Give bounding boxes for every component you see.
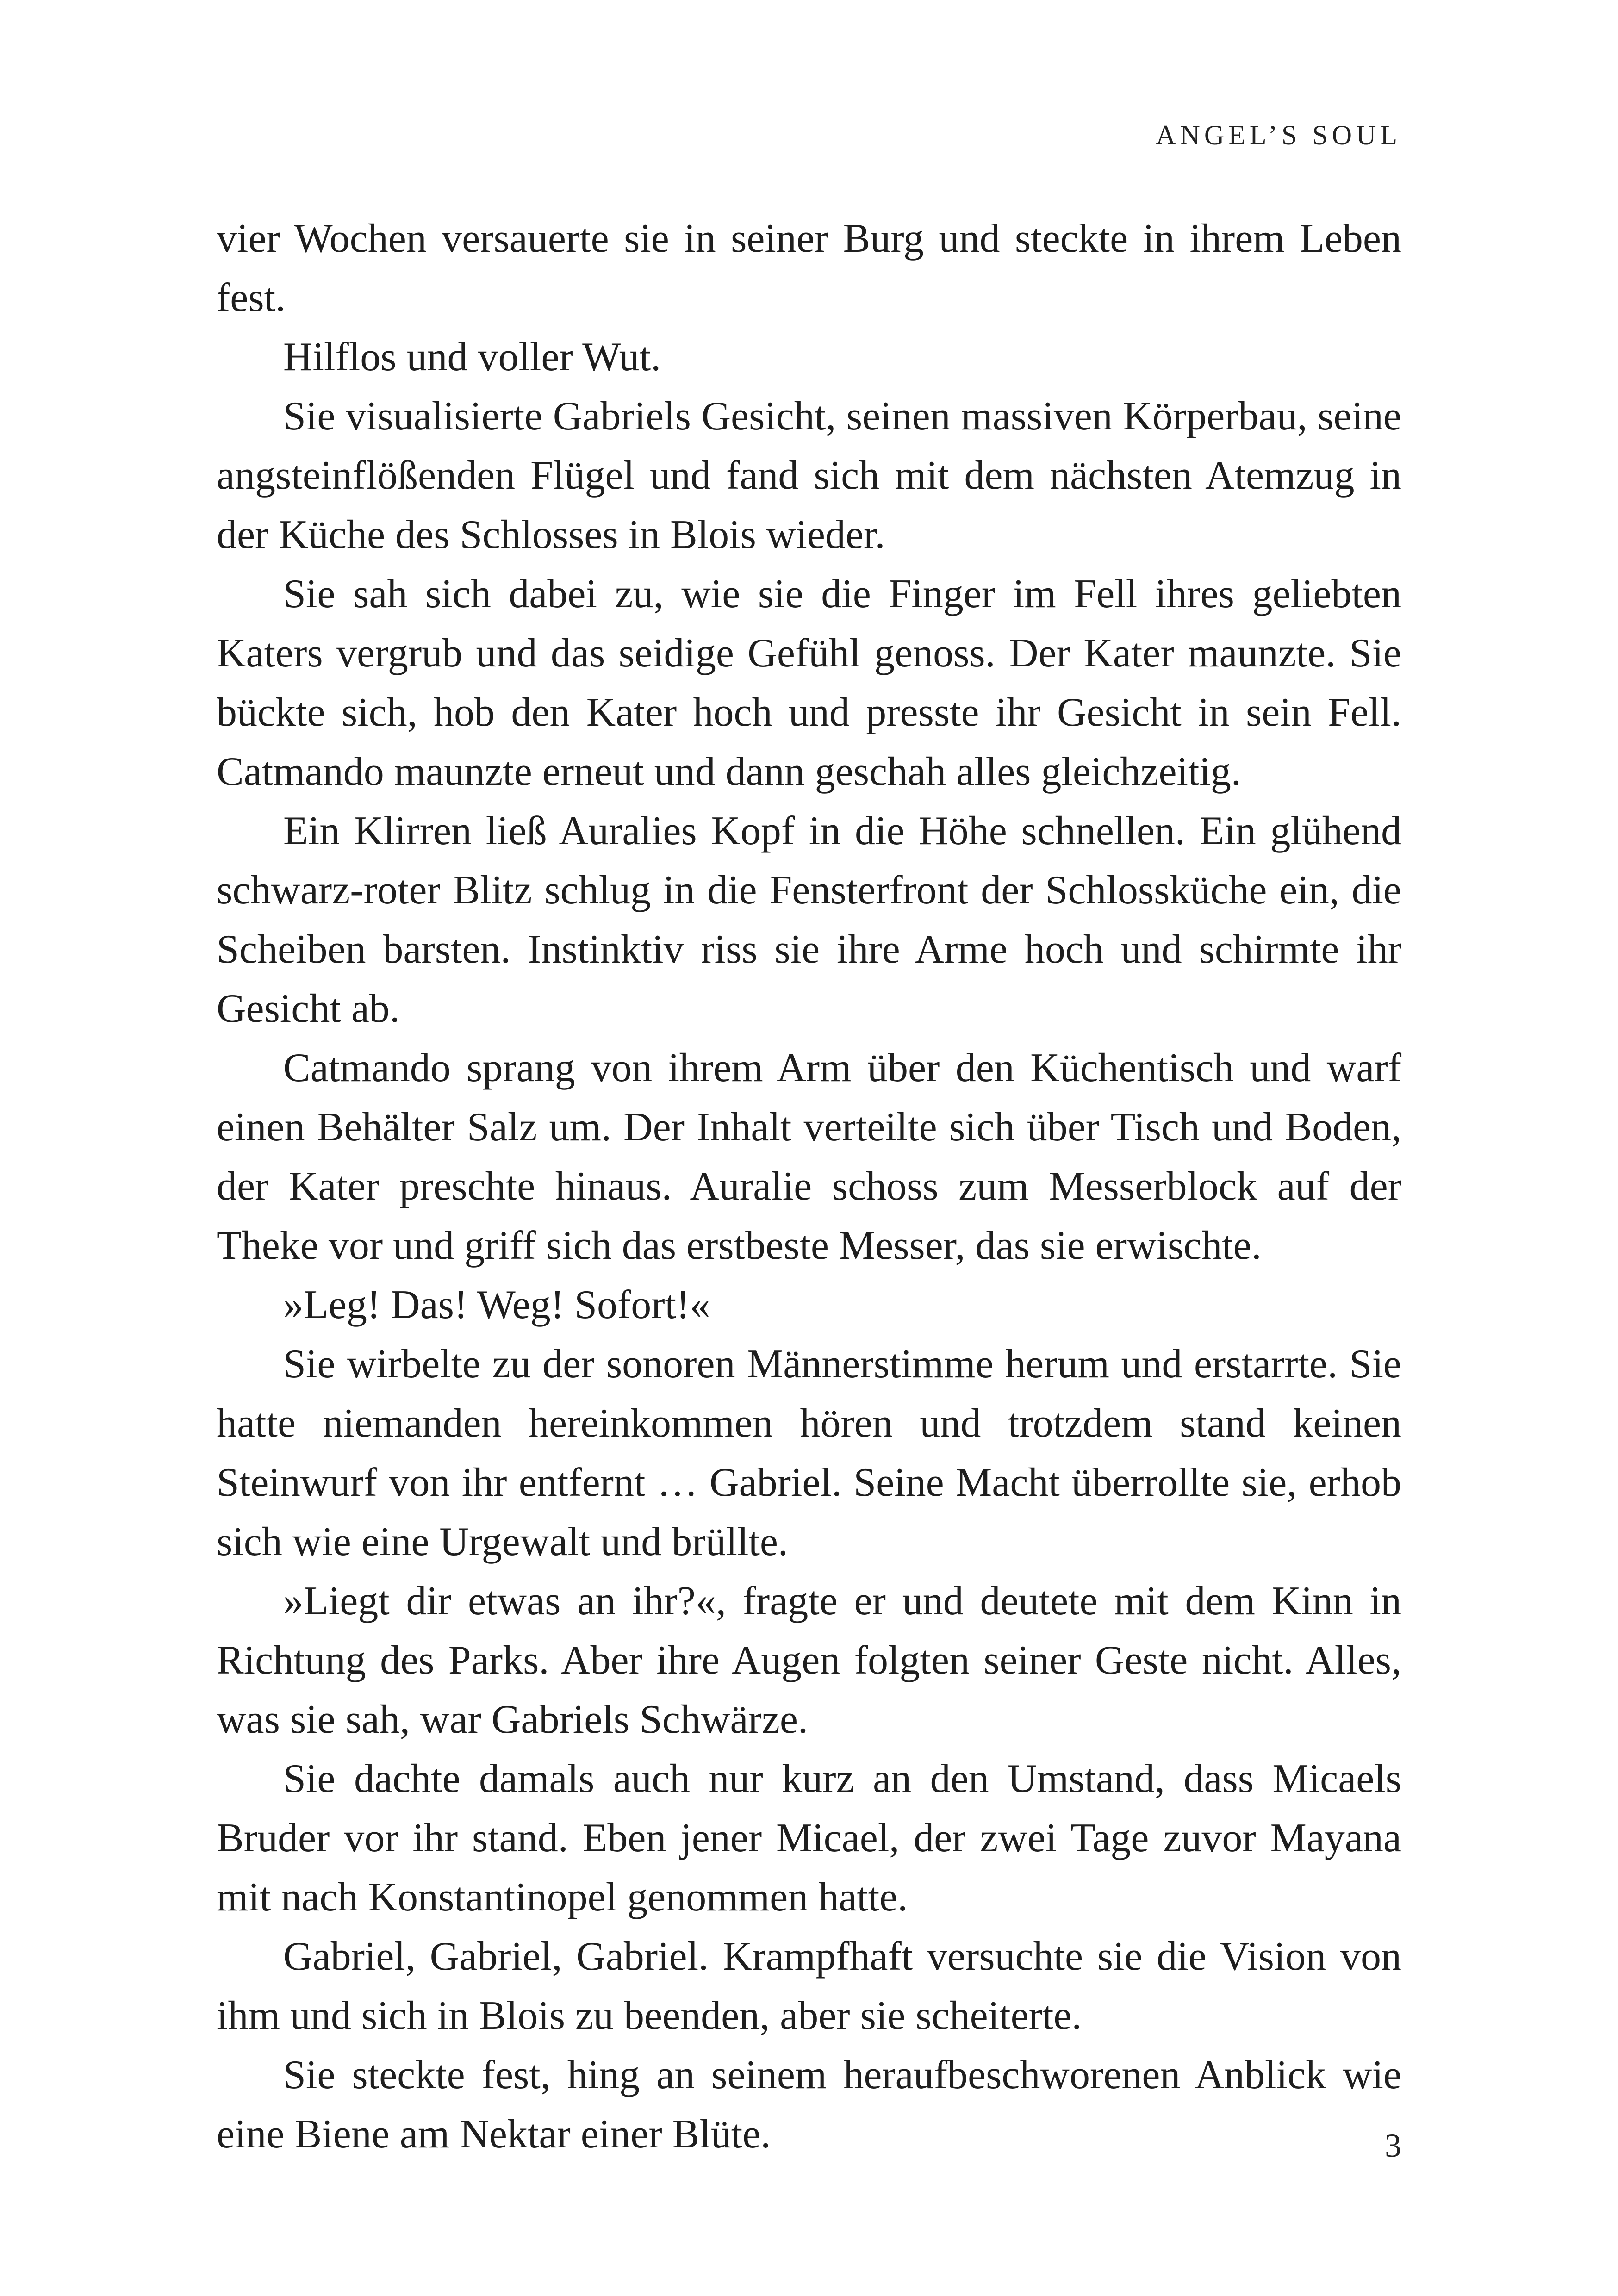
paragraph-7: »Leg! Das! Weg! Sofort!«: [283, 1282, 710, 1327]
paragraph-2: Hilflos und voller Wut.: [283, 335, 661, 380]
paragraph-6: Catmando sprang von ihrem Arm über den Küchentisch und warf einen Behälter Salz um. Der Inhalt verteilte sich über Tisch und Boden, der Kater preschte hinaus. Auralie schoss zum Messerblock auf der Theke vor und griff sich das erstbeste Messer, das sie erwischte.: [217, 1045, 1401, 1268]
paragraph-11: Gabriel, Gabriel, Gabriel. Krampfhaft versuchte sie die Vision von ihm und sich in Blois zu beenden, aber sie scheiterte.: [217, 1934, 1401, 2038]
paragraph-12: Sie steckte fest, hing an seinem heraufbeschworenen Anblick wie eine Biene am Nektar einer Blüte.: [217, 2053, 1401, 2157]
page-number: 3: [1385, 2127, 1401, 2164]
paragraph-5: Ein Klirren ließ Auralies Kopf in die Höhe schnellen. Ein glühend schwarz-roter Blitz schlug in die Fensterfront der Schlossküche ein, die Scheiben barsten. Instinktiv riss sie ihre Arme hoch und schirmte ihr Gesicht ab.: [217, 809, 1401, 1031]
paragraph-9: »Liegt dir etwas an ihr?«, fragte er und deutete mit dem Kinn in Richtung des Parks. Aber ihre Augen folgten seiner Geste nicht. Alles, was sie sah, war Gabriels Schwärze.: [217, 1579, 1401, 1742]
body-text: [217, 209, 1401, 2164]
paragraph-1: vier Wochen versauerte sie in seiner Burg und steckte in ihrem Leben fest.: [217, 216, 1401, 320]
running-header: ANGEL’S SOUL: [1156, 120, 1401, 150]
paragraph-8: Sie wirbelte zu der sonoren Männerstimme herum und erstarrte. Sie hatte niemanden hereinkommen hören und trotzdem stand keinen Steinwurf von ihr entfernt … Gabriel. Seine Macht überrollte sie, erhob sich wie eine Urgewalt und brüllte.: [217, 1342, 1401, 1564]
paragraph-4: Sie sah sich dabei zu, wie sie die Finger im Fell ihres geliebten Katers vergrub und das seidige Gefühl genoss. Der Kater maunzte. Sie bückte sich, hob den Kater hoch und presste ihr Gesicht in sein Fell. Catmando maunzte erneut und dann geschah alles gleichzeitig.: [217, 572, 1401, 794]
paragraph-3: Sie visualisierte Gabriels Gesicht, seinen massiven Körperbau, seine angsteinflößenden Flügel und fand sich mit dem nächsten Atemzug in der Küche des Schlosses in Blois wieder.: [217, 394, 1401, 557]
paragraph-10: Sie dachte damals auch nur kurz an den Umstand, dass Micaels Bruder vor ihr stand. Eben jener Micael, der zwei Tage zuvor Mayana mit nach Konstantinopel genommen hatte.: [217, 1756, 1401, 1920]
